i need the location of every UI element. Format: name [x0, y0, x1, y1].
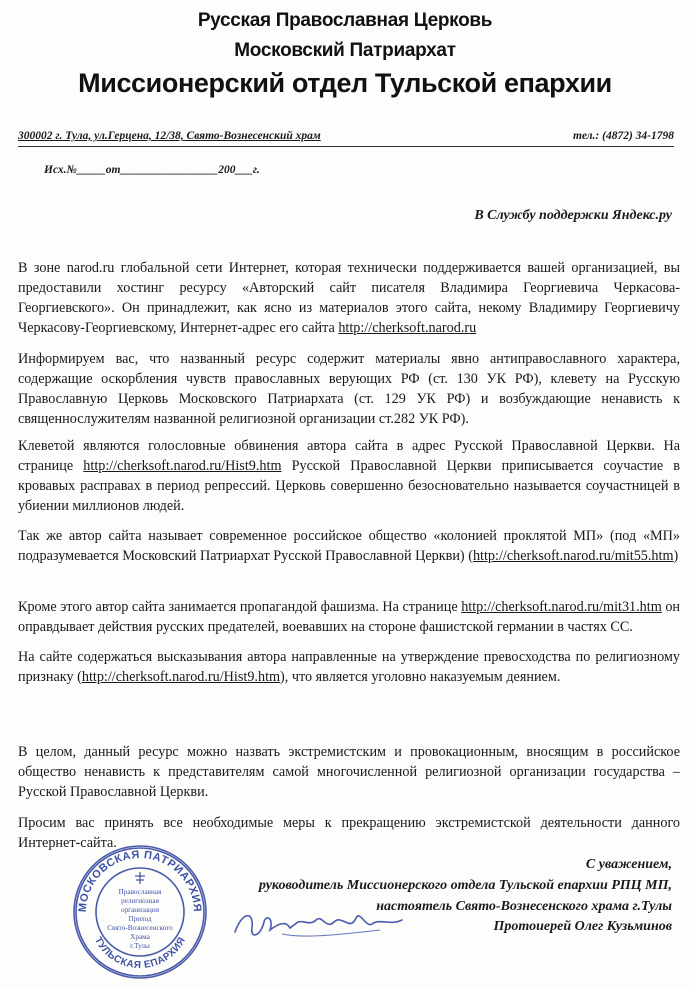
paragraph-3: [18, 436, 680, 516]
paragraph-6-text-b: ), что является уголовно наказуемым деянием.: [280, 669, 561, 685]
stamp-inner-3: организация: [120, 906, 160, 914]
paragraph-1-text: В зоне narod.ru глобальной сети Интернет, которая технически поддерживается вашей организацией, вы предоставили хостинг ресурсу «Авторский сайт писателя Владимира Георгиевича Черкасова-Георгиевского». Он принадлежит, как ясно из материалов этого сайта, некому Владимиру Георгиевичу Черкасову-Георгиевскому, Интернет-адрес его сайта: [18, 260, 680, 336]
paragraph-4-text-a: Так же автор сайта называет современное российское общество «колонией проклятой МП» (под «МП» подразумевается Московский Патриархат Русской Православной Церкви) (: [18, 528, 680, 564]
link-mit31[interactable]: http://cherksoft.narod.ru/mit31.htm: [461, 599, 662, 615]
address-line: [18, 128, 674, 147]
paragraph-6: [18, 647, 680, 687]
paragraph-4: [18, 526, 680, 566]
header-department: Миссионерский отдел Тульской епархии: [78, 68, 612, 98]
outgoing-number: Исх.№_____от_________________200___г.: [44, 164, 260, 176]
church-stamp: [70, 842, 210, 982]
paragraph-3-text-b: Русской Православной Церкви приписывается соучастие в кровавых расправах в период репрессий. Церковь совершенно безосновательно называется соучастницей в убиении миллионов людей.: [18, 458, 680, 514]
paragraph-5-text-a: Кроме этого автор сайта занимается пропагандой фашизма. На странице: [18, 599, 462, 615]
stamp-outer-bottom: ТУЛЬСКАЯ ЕПАРХИЯ: [92, 935, 188, 972]
recipient: В Службу поддержки Яндекс.ру: [474, 208, 672, 223]
stamp-inner-1: Православная: [118, 888, 162, 896]
paragraph-8: Просим вас принять все необходимые меры к прекращению экстремистской деятельности данного Интернет-сайта.: [18, 815, 680, 851]
stamp-inner-6: Храма: [130, 933, 150, 941]
signoff-name: Протоиерей Олег Кузьминов: [493, 919, 672, 934]
paragraph-1: [18, 258, 680, 338]
signoff-regards: С уважением,: [585, 857, 672, 872]
address-text: 300002 г. Тула, ул.Герцена, 12/38, Свято-Вознесенский храм: [18, 130, 321, 142]
link-mit55[interactable]: http://cherksoft.narod.ru/mit55.htm: [472, 548, 674, 564]
stamp-inner-4: Приход: [128, 915, 152, 923]
stamp-inner-7: г.Тулы: [130, 942, 150, 950]
signoff-position: руководитель Миссионерского отдела Тульской епархии РПЦ МП,: [258, 878, 672, 893]
paragraph-6-text-a: На сайте содержаться высказывания автора направленные на утверждение превосходства по религиозному признаку (: [18, 649, 680, 685]
paragraph-5-text-b: он оправдывает действия русских предателей, воевавших на стороне фашистской германии в частях СС.: [18, 599, 681, 635]
paragraph-4-text-b: ): [673, 548, 679, 564]
header-church: Русская Православная Церковь: [197, 10, 493, 31]
stamp-inner-2: религиозная: [121, 897, 159, 905]
paragraph-5: [18, 597, 680, 637]
phone-text: тел.: (4872) 34-1798: [573, 130, 674, 142]
header-patriarchate: Московский Патриархат: [234, 40, 456, 61]
cross-icon: [135, 872, 145, 884]
link-hist9[interactable]: http://cherksoft.narod.ru/Hist9.htm: [83, 458, 282, 474]
stamp-inner-5: Свято-Вознесенского: [107, 924, 173, 932]
link-hist9-2[interactable]: http://cherksoft.narod.ru/Hist9.htm: [81, 669, 281, 685]
paragraph-3-text-a: Клеветой являются голословные обвинения автора сайта в адрес Русской Православной Церкви. На странице: [18, 438, 680, 474]
link-main-site[interactable]: http://cherksoft.narod.ru: [338, 320, 477, 336]
signoff-rector: настоятель Свято-Вознесенского храма г.Тулы: [376, 899, 672, 914]
paragraph-2: Информируем вас, что названный ресурс содержит материалы явно антиправославного характера, содержащие оскорбления чувств православных верующих РФ (ст. 130 УК РФ), клевету на Русскую Православную Церковь Московского Патриархата (ст. 129 УК РФ) и возбуждающие ненависть к священнослужителям названной религиозной организации ст.282 УК РФ).: [18, 351, 680, 427]
stamp-outer-top: МОСКОВСКАЯ ПАТРИАРХИЯ: [76, 848, 204, 913]
paragraph-7: В целом, данный ресурс можно назвать экстремистским и провокационным, вносящим в российское общество ненависть к представителям самой многочисленной религиозной организации государства – Русской Православной Церкви.: [18, 744, 680, 800]
